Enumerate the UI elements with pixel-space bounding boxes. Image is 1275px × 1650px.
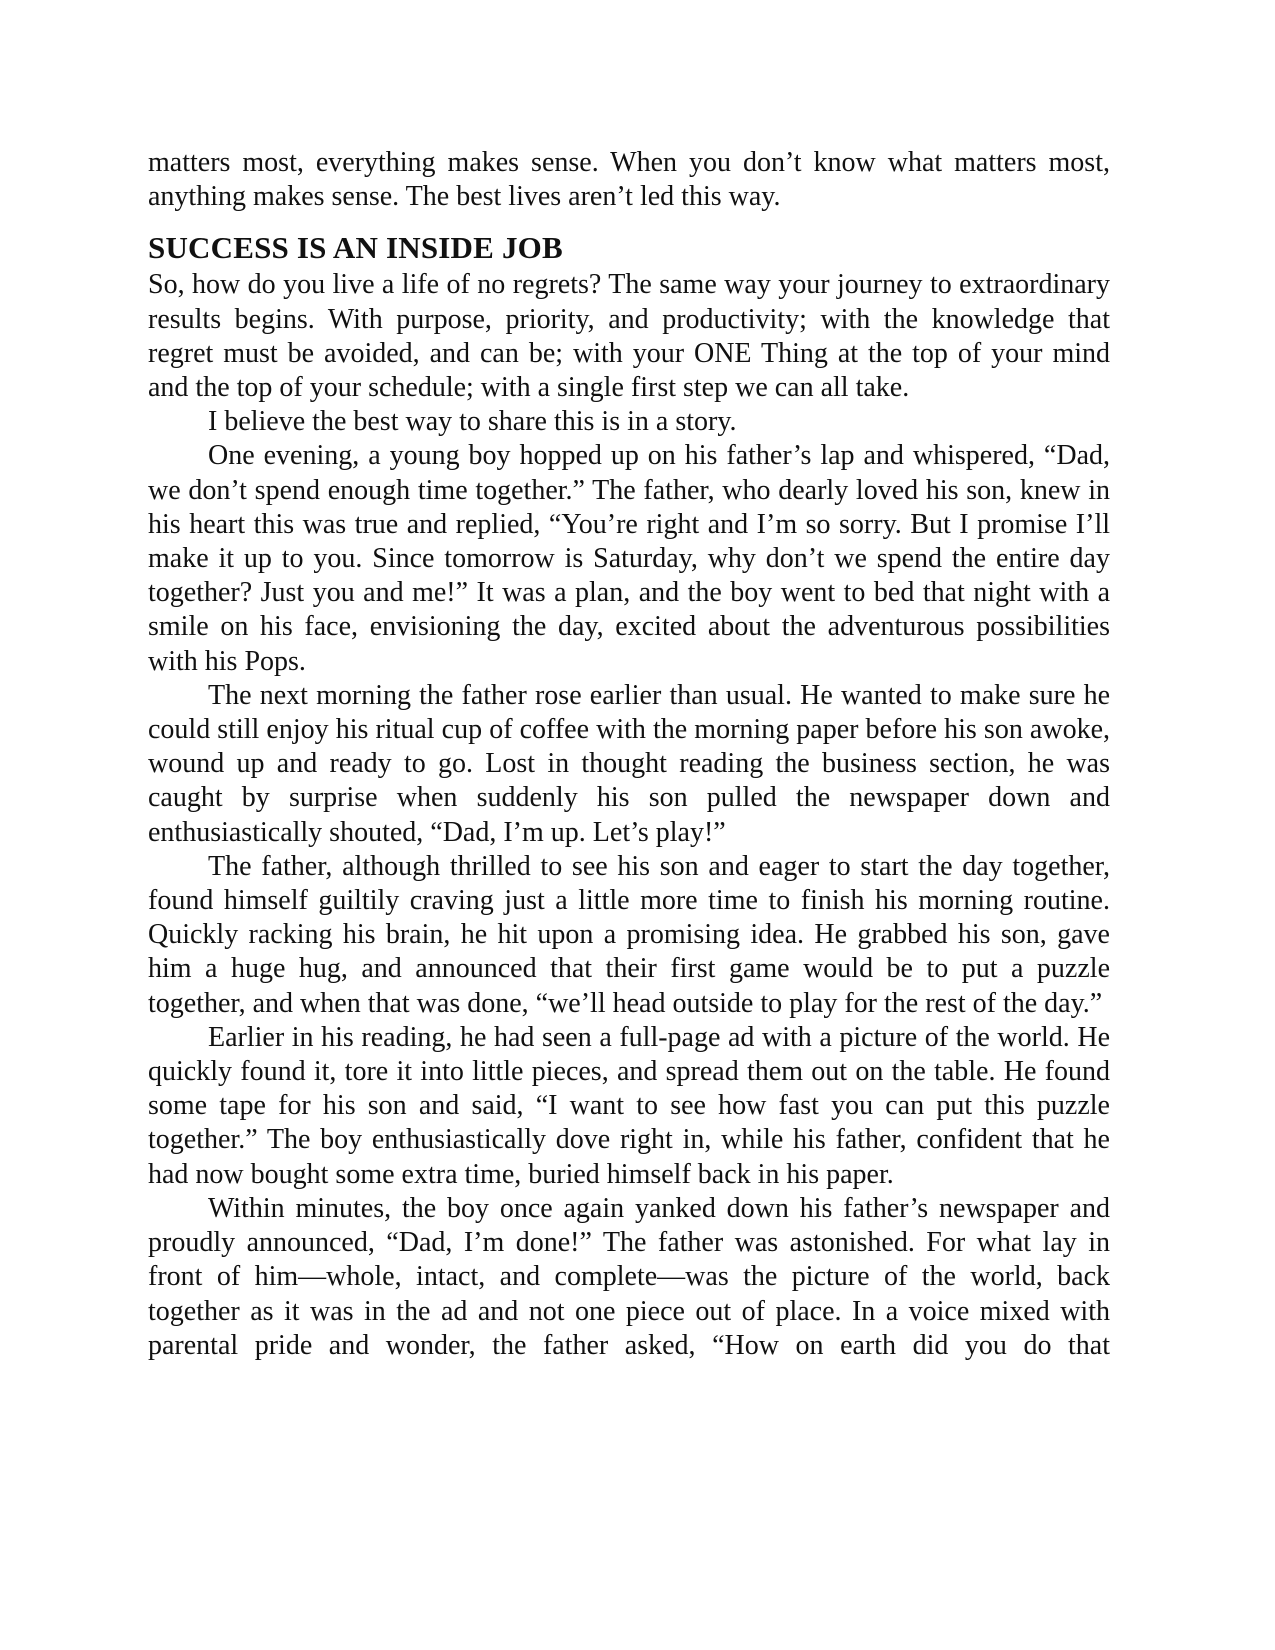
- book-page: [148, 146, 1110, 1363]
- body-paragraph: I believe the best way to share this is in a story.: [208, 406, 737, 438]
- body-paragraph: So, how do you live a life of no regrets? The same way your journey to extraordinary results begins. With purpose, priority, and productivity; with the knowledge that regret must be avoided, and can be; with your ONE Thing at the top of your mind and the top of your schedule; with a single first step we can all take.: [148, 269, 1110, 404]
- opening-paragraph: matters most, everything makes sense. When you don’t know what matters most, anything makes sense. The best lives aren’t led this way.: [148, 147, 1110, 213]
- body-paragraph: Earlier in his reading, he had seen a full-page ad with a picture of the world. He quickly found it, tore it into little pieces, and spread them out on the table. He found some tape for his son and said, “I want to see how fast you can put this puzzle together.” The boy enthusiastically dove right in, while his father, confident that he had now bought some extra time, buried himself back in his paper.: [148, 1021, 1110, 1190]
- body-paragraph: The father, although thrilled to see his son and eager to start the day together, found himself guiltily craving just a little more time to finish his morning routine. Quickly racking his brain, he hit upon a promising idea. He grabbed his son, gave him a huge hug, and announced that their first game would be to put a puzzle together, and when that was done, “we’ll head outside to play for the rest of the day.”: [148, 850, 1110, 1019]
- section-heading: SUCCESS IS AN INSIDE JOB: [148, 230, 563, 266]
- body-paragraph: One evening, a young boy hopped up on his father’s lap and whispered, “Dad, we don’t spend enough time together.” The father, who dearly loved his son, knew in his heart this was true and replied, “You’re right and I’m so sorry. But I promise I’ll make it up to you. Since tomorrow is Saturday, why don’t we spend the entire day together? Just you and me!” It was a plan, and the boy went to bed that night with a smile on his face, envisioning the day, excited about the adventurous possibilities with his Pops.: [148, 440, 1110, 677]
- body-paragraph: Within minutes, the boy once again yanked down his father’s newspaper and proudly announced, “Dad, I’m done!” The father was astonished. For what lay in front of him—whole, intact, and complete—was the picture of the world, back together as it was in the ad and not one piece out of place. In a voice mixed with parental pride and wonder, the father asked, “How on earth did you do that: [148, 1192, 1110, 1361]
- body-paragraph: The next morning the father rose earlier than usual. He wanted to make sure he could still enjoy his ritual cup of coffee with the morning paper before his son awoke, wound up and ready to go. Lost in thought reading the business section, he was caught by surprise when suddenly his son pulled the newspaper down and enthusiastically shouted, “Dad, I’m up. Let’s play!”: [148, 679, 1110, 848]
